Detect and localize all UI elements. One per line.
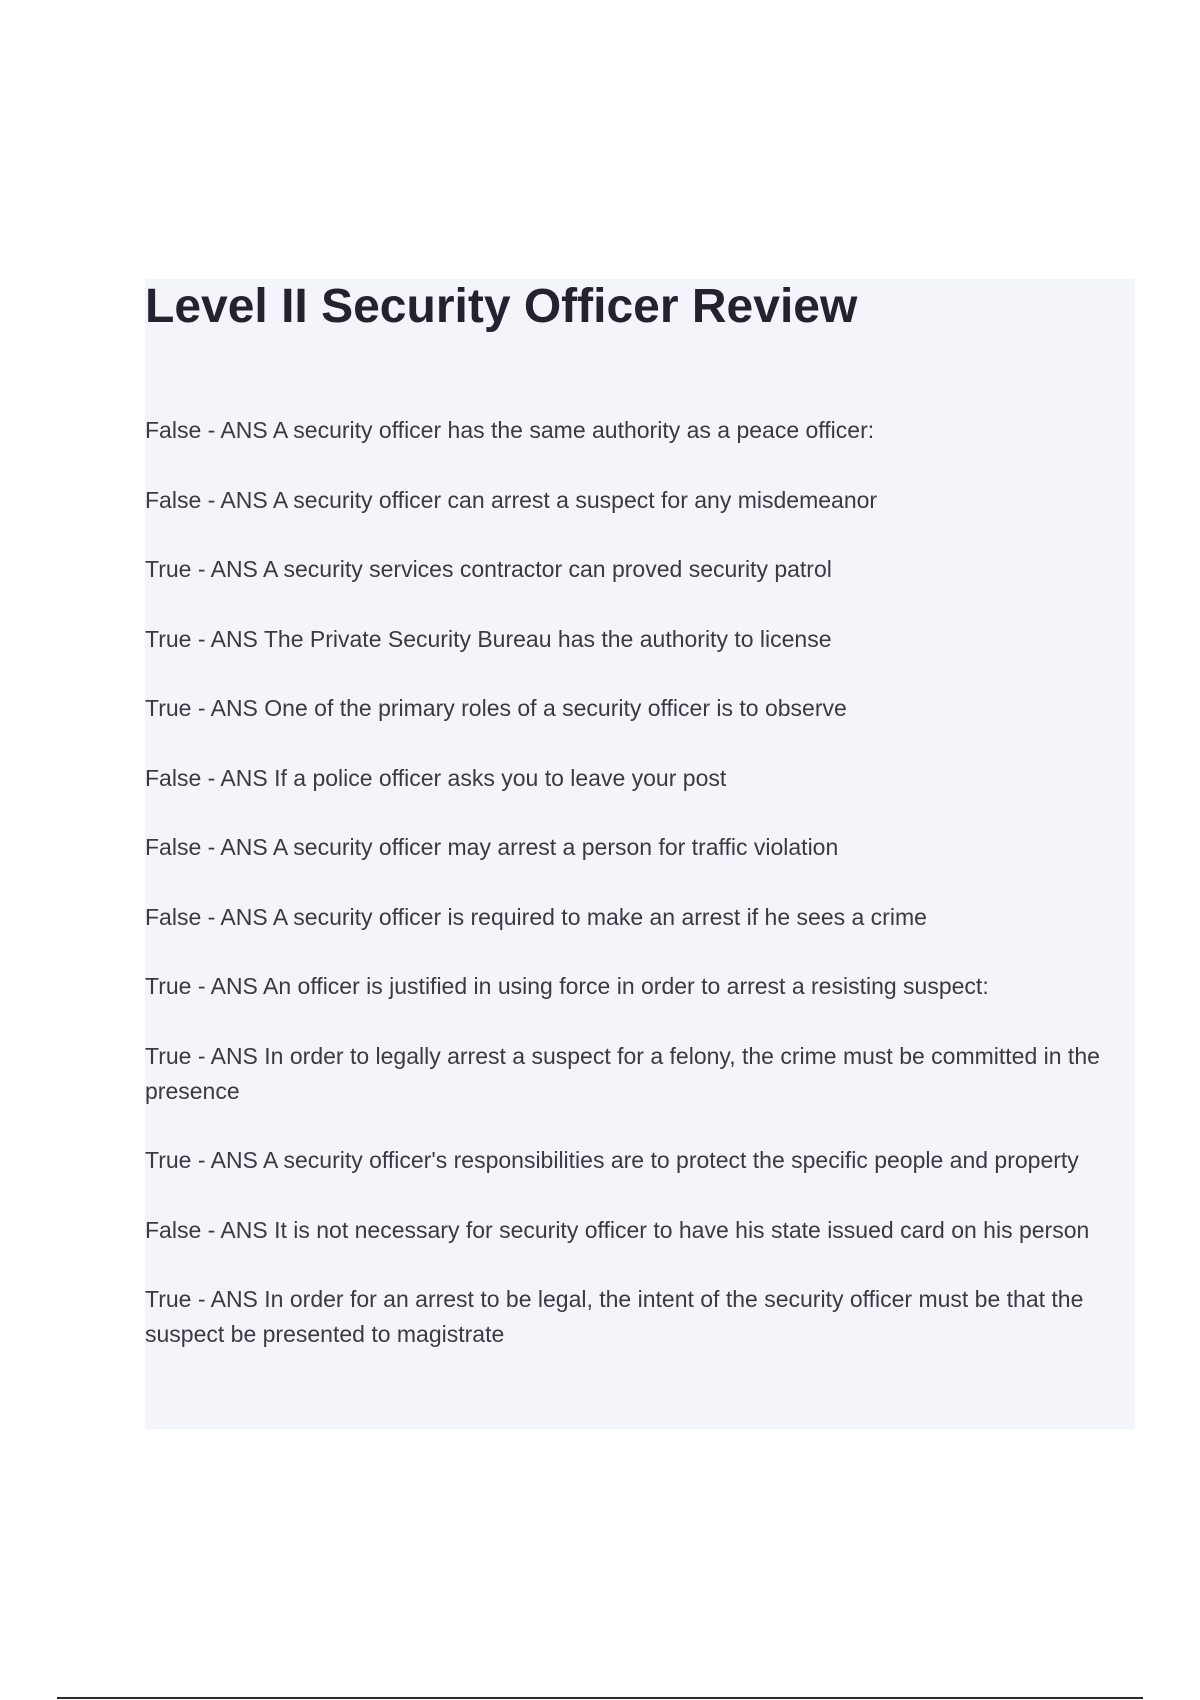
qa-item: True - ANS An officer is justified in using force in order to arrest a resisting suspect:: [145, 973, 989, 999]
qa-item: True - ANS In order for an arrest to be legal, the intent of the security officer must be that the suspect be presented to magistrate: [145, 1286, 1084, 1347]
footer-rule: [57, 1697, 1143, 1699]
qa-item: True - ANS The Private Security Bureau has the authority to license: [145, 625, 832, 652]
qa-item: False - ANS A security officer can arrest a suspect for any misdemeanor: [145, 486, 878, 513]
qa-item: True - ANS In order to legally arrest a suspect for a felony, the crime must be committed in the presence: [145, 1042, 1100, 1104]
qa-item: False - ANS A security officer is required to make an arrest if he sees a crime: [145, 903, 927, 930]
qa-item: True - ANS One of the primary roles of a security officer is to observe: [145, 695, 847, 721]
qa-item: False - ANS A security officer may arrest a person for traffic violation: [145, 834, 839, 860]
qa-item: False - ANS If a police officer asks you to leave your post: [145, 764, 727, 791]
qa-item: True - ANS A security services contractor can proved security patrol: [145, 556, 832, 582]
page-title: Level II Security Officer Review: [145, 280, 858, 333]
qa-list: [145, 413, 1125, 1387]
qa-item: False - ANS A security officer has the same authority as a peace officer:: [145, 417, 875, 443]
qa-item: True - ANS A security officer's responsibilities are to protect the specific people and property: [145, 1147, 1079, 1173]
qa-item: False - ANS It is not necessary for security officer to have his state issued card on his person: [145, 1216, 1090, 1243]
